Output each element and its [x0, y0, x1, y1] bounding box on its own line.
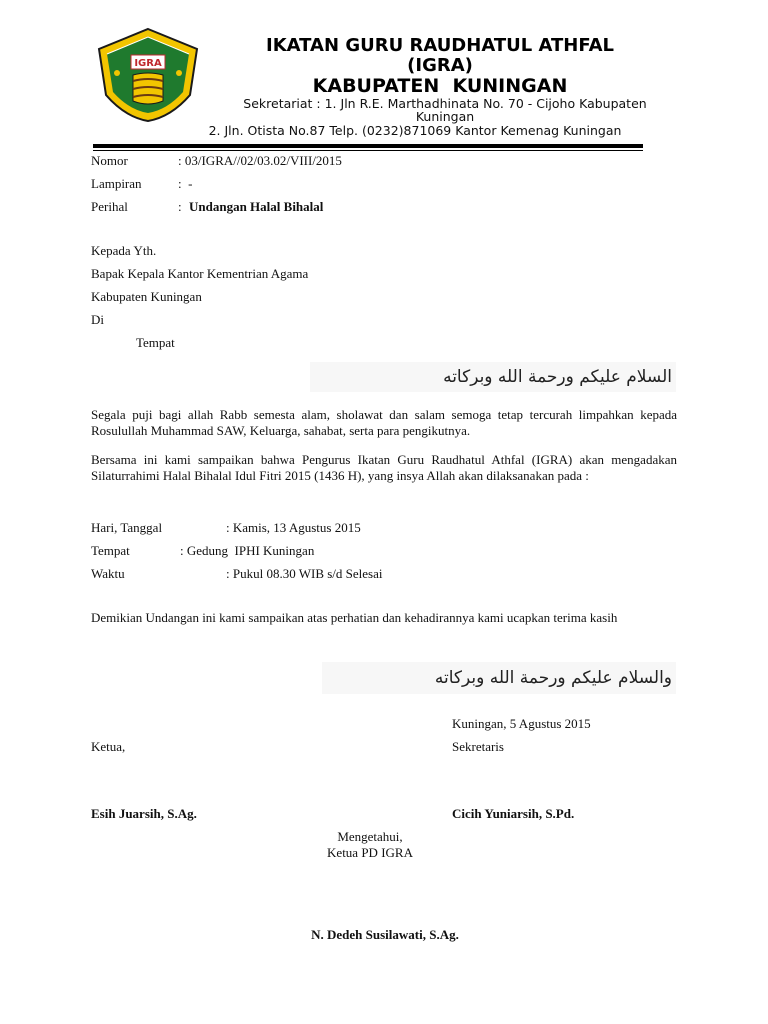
nomor-value: : 03/IGRA//02/03.02/VIII/2015: [178, 153, 342, 168]
lampiran-label: Lampiran: [91, 176, 142, 191]
recipient-line-3: Kabupaten Kuningan: [91, 289, 202, 304]
acknowledge-line-1: Mengetahui,: [337, 829, 403, 844]
event-time-label: Waktu: [91, 566, 125, 581]
closing-arabic: والسلام عليكم ورحمة الله وبركاته: [322, 662, 676, 694]
header-divider-thin: [93, 150, 643, 151]
nomor-label: Nomor: [91, 153, 128, 168]
recipient-line-2: Bapak Kepala Kantor Kementrian Agama: [91, 266, 309, 281]
logo-text: IGRA: [134, 58, 162, 69]
place-date: Kuningan, 5 Agustus 2015: [452, 716, 591, 731]
event-place-label: Tempat: [91, 543, 130, 558]
igra-logo: [93, 25, 203, 125]
event-date-label: Hari, Tanggal: [91, 520, 163, 535]
secretary-name: Cicih Yuniarsih, S.Pd.: [452, 806, 575, 821]
body-paragraph-1: Segala puji bagi allah Rabb semesta alam, sholawat dan salam semoga tetap tercurah limpahkan kepada Rosulullah Muhammad SAW, Keluarga, sahabat, serta para pengikutnya.: [91, 407, 677, 438]
recipient-line-5: Tempat: [136, 335, 175, 350]
address-line-1: Sekretariat : 1. Jln R.E. Marthadhinata No. 70 - Cijoho Kabupaten: [243, 96, 647, 111]
org-abbreviation: (IGRA): [407, 55, 473, 76]
acknowledge-line-2: Ketua PD IGRA: [327, 845, 413, 860]
event-time-value: : Pukul 08.30 WIB s/d Selesai: [226, 566, 383, 581]
acknowledger-name: N. Dedeh Susilawati, S.Ag.: [311, 927, 459, 942]
greeting-arabic: السلام عليكم ورحمة الله وبركاته: [310, 362, 676, 392]
event-place-value: : Gedung IPHI Kuningan: [180, 543, 315, 558]
perihal-label: Perihal: [91, 199, 128, 214]
address-line-2: Kuningan: [415, 109, 475, 124]
org-region: KABUPATEN KUNINGAN: [312, 75, 568, 97]
igra-logo-emblem: [93, 25, 203, 125]
org-name: IKATAN GURU RAUDHATUL ATHFAL: [266, 35, 614, 56]
body-paragraph-2: Bersama ini kami sampaikan bahwa Pengurus Ikatan Guru Raudhatul Athfal (IGRA) akan mengadakan Silaturrahimi Halal Bihalal Idul Fitri 2015 (1436 H), yang insya Allah akan dilaksanakan pada :: [91, 452, 677, 483]
event-date-value: : Kamis, 13 Agustus 2015: [226, 520, 361, 535]
body-paragraph-3: Demikian Undangan ini kami sampaikan atas perhatian dan kehadirannya kami ucapkan terima kasih: [91, 610, 618, 625]
recipient-line-1: Kepada Yth.: [91, 243, 157, 258]
chairman-role: Ketua,: [91, 739, 126, 754]
chairman-name: Esih Juarsih, S.Ag.: [91, 806, 197, 821]
address-line-3: 2. Jln. Otista No.87 Telp. (0232)871069 Kantor Kemenag Kuningan: [208, 123, 622, 138]
recipient-line-4: Di: [91, 312, 104, 327]
perihal-colon: :: [178, 199, 182, 214]
lampiran-value: : -: [178, 176, 193, 191]
header-divider-thick: [93, 144, 643, 148]
secretary-role: Sekretaris: [452, 739, 504, 754]
perihal-value: Undangan Halal Bihalal: [189, 199, 324, 214]
